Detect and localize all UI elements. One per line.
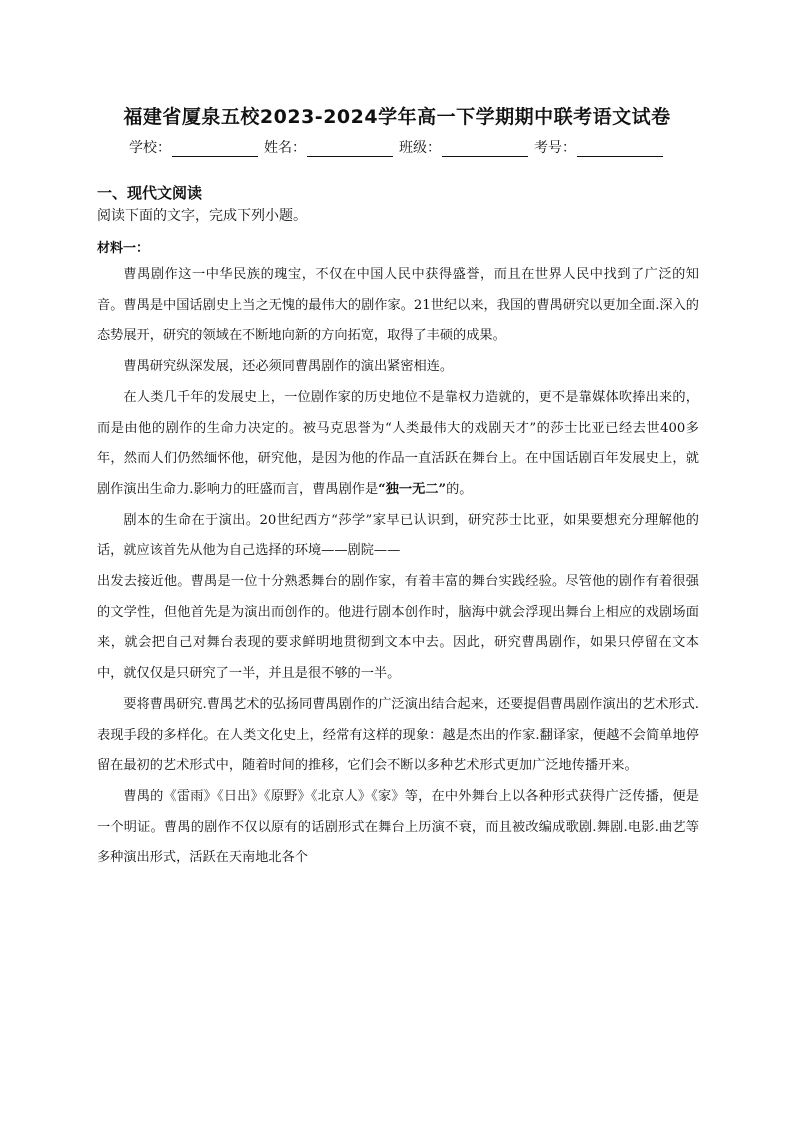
name-field [264,137,395,157]
name-blank[interactable] [307,142,393,157]
paragraph-1: 曹禺剧作这一中华民族的瑰宝，不仅在中国人民中获得盛誉，而且在世界人民中找到了广泛的知音。曹禺是中国话剧史上当之无愧的最伟大的剧作家。21世纪以来，我国的曹禺研究以更加全面.深入的态势展开，研究的领域在不断地向新的方向拓宽，取得了丰硕的成果。 [97,267,699,344]
exam-no-label: 考号： [534,140,576,156]
exam-title: 福建省厦泉五校2023-2024学年高一下学期期中联考语文试卷 [123,106,671,128]
exam-no-blank[interactable] [577,142,663,157]
paragraph-3-end: 的。 [446,481,473,497]
material-label: 材料一： [97,241,150,256]
reading-instruction: 阅读下面的文字，完成下列小题。 [97,208,307,224]
class-blank[interactable] [442,142,528,157]
paragraph-6: 曹禺的《雷雨》《日出》《原野》《北京人》《家》等，在中外舞台上以各种形式获得广泛传播，便是一个明证。曹禺的剧作不仅以原有的话剧形式在舞台上历演不衰，而且被改编成歌剧.舞剧.电影.曲艺等多种演出形式，活跃在天南地北各个 [97,788,699,866]
paragraph-3-emphasis: “独一无二” [378,481,447,497]
paragraph-3 [97,383,699,506]
paragraph-3-text: 在人类几千年的发展史上，一位剧作家的历史地位不是靠权力造就的，更不是靠媒体吹捧出来的，而是由他的剧作的生命力决定的。被马克思誉为“人类最伟大的戏剧天才”的莎士比亚已经去世400多年，然而人们仍然缅怀他，研究他，是因为他的作品一直活跃在舞台上。在中国话剧百年发展史上，就剧作演出生命力.影响力的旺盛而言，曹禺剧作是 [97,389,699,497]
paragraph-4b: 出发去接近他。曹禺是一位十分熟悉舞台的剧作家，有着丰富的舞台实践经验。尽管他的剧作有着很强的文学性，但他首先是为演出而创作的。他进行剧本创作时，脑海中就会浮现出舞台上相应的戏剧场面来，就会把自己对舞台表现的要求鲜明地贯彻到文本中去。因此，研究曹禺剧作，如果只停留在文本中，就仅仅是只研究了一半，并且是很不够的一半。 [97,574,699,682]
reading-passage [97,260,699,874]
exam-no-field [534,137,665,157]
school-blank[interactable] [172,142,258,157]
class-label: 班级： [399,140,441,156]
name-label: 姓名： [264,140,306,156]
student-info-row [0,137,794,157]
paragraph-4a: 剧本的生命在于演出。20世纪西方“莎学”家早已认识到，研究莎士比亚，如果要想充分理解他的话，就应该首先从他为自己选择的环境——剧院—— [97,512,699,559]
school-label: 学校： [129,140,171,156]
school-field [129,137,260,157]
section-heading: 一、现代文阅读 [97,184,203,202]
class-field [399,137,530,157]
paragraph-2: 曹禺研究纵深发展，还必须同曹禺剧作的演出紧密相连。 [123,359,454,375]
paragraph-5: 要将曹禺研究.曹禺艺术的弘扬同曹禺剧作的广泛演出结合起来，还要提倡曹禺剧作演出的艺术形式.表现手段的多样化。在人类文化史上，经常有这样的现象：越是杰出的作家.翻译家，便越不会简单地停留在最初的艺术形式中，随着时间的推移，它们会不断以多种艺术形式更加广泛地传播开来。 [97,696,699,774]
